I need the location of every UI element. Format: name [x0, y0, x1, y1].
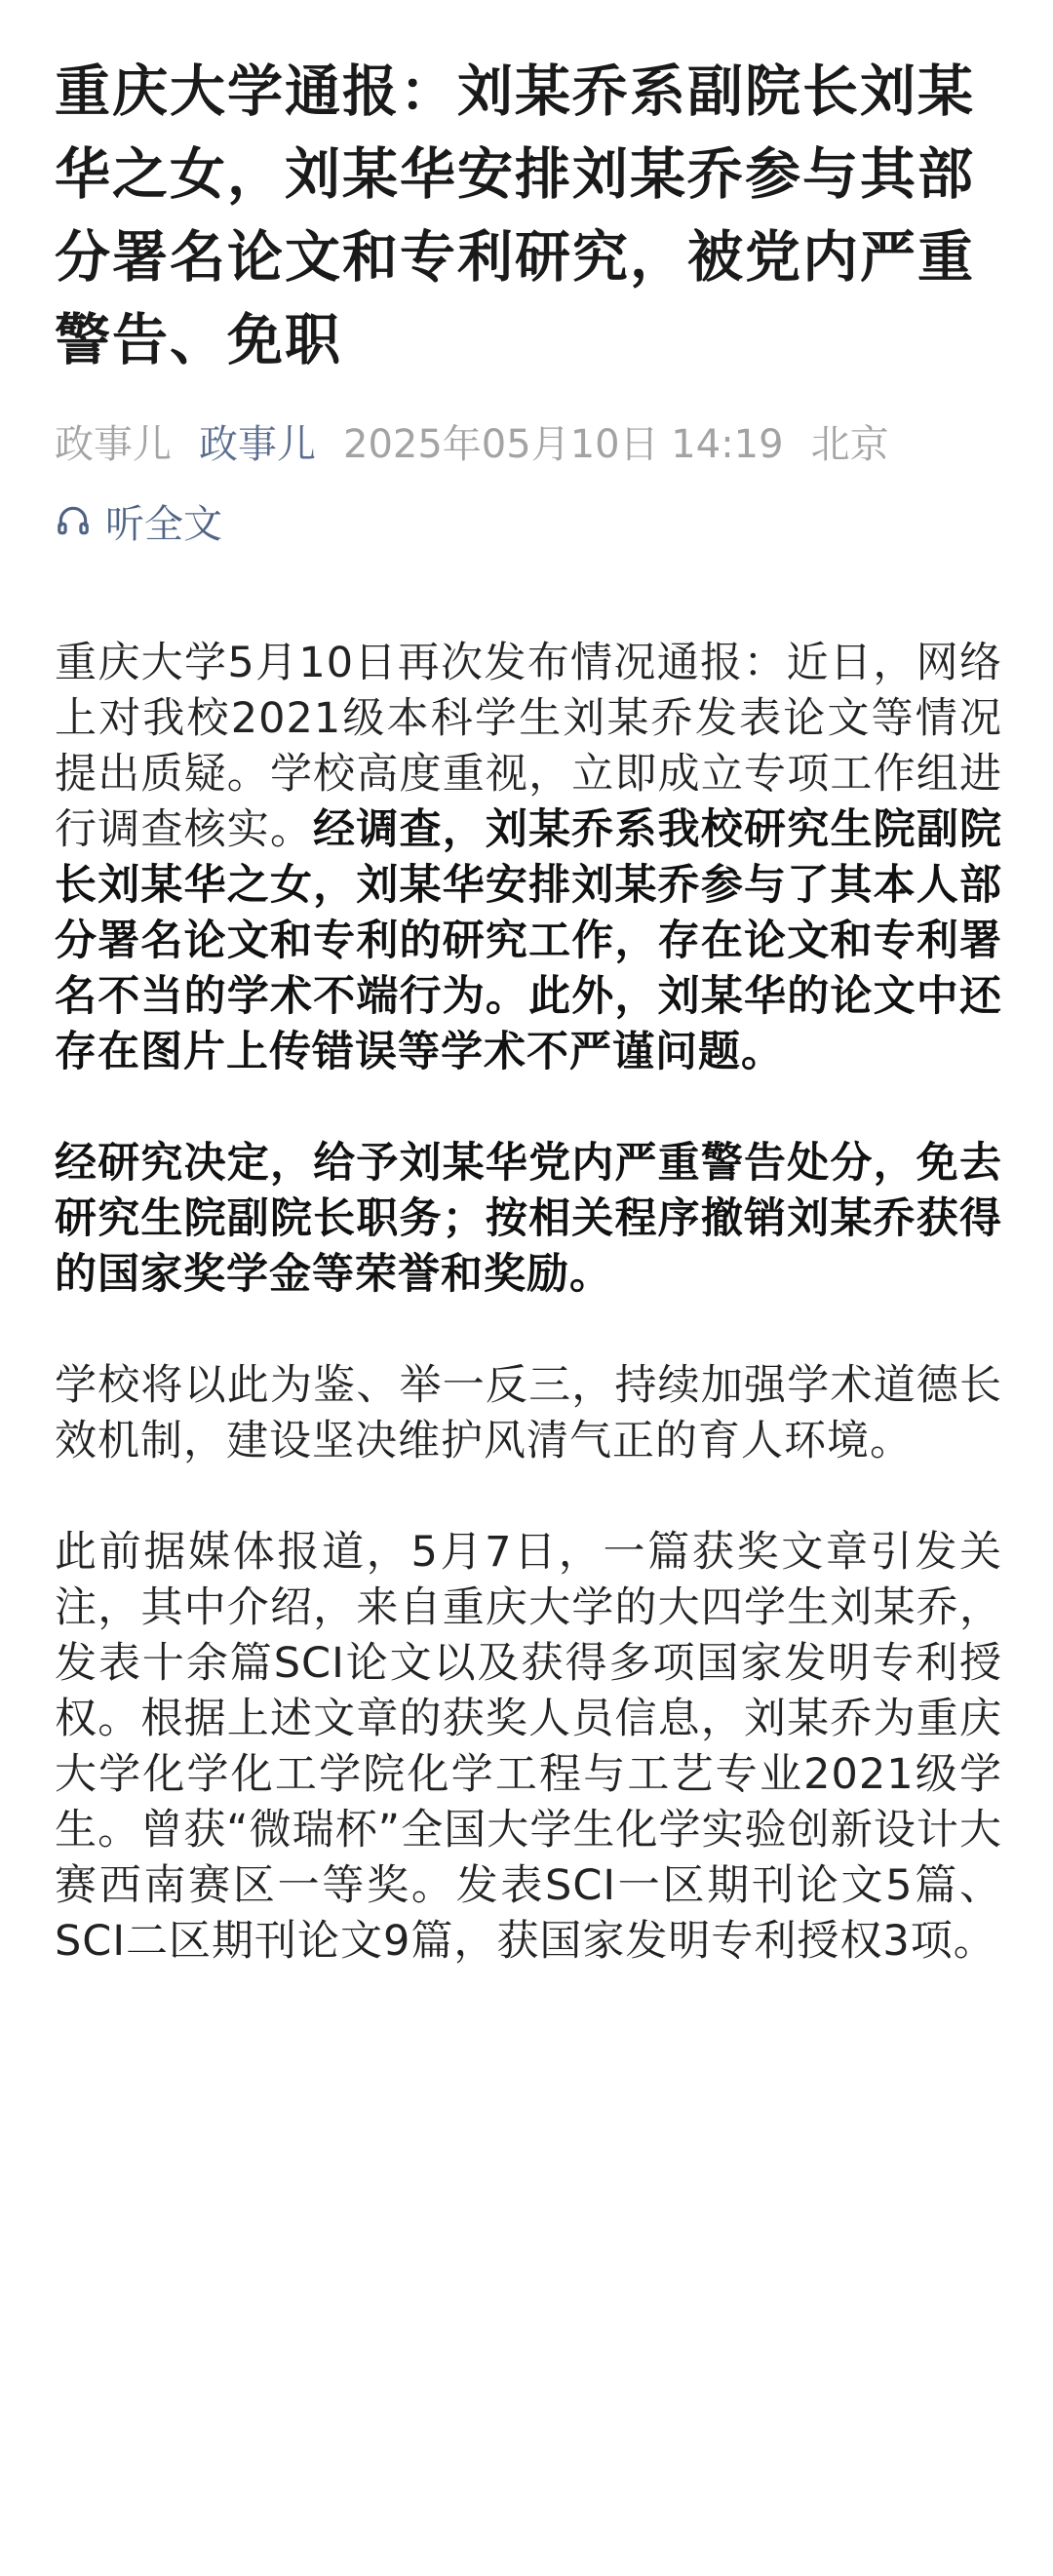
- listen-button[interactable]: [55, 491, 1002, 550]
- paragraph-1: [55, 636, 1002, 1080]
- paragraph-2: [55, 1136, 1002, 1303]
- publish-location: 北京: [810, 421, 889, 467]
- publish-datetime: 2025年05月10日 14:19: [343, 421, 784, 467]
- source-name: 政事儿: [55, 421, 172, 467]
- listen-label: 听全文: [105, 501, 222, 547]
- article-meta: [55, 411, 1002, 470]
- article-title: 重庆大学通报：刘某乔系副院长刘某华之女，刘某华安排刘某乔参与其部分署名论文和专利研究，被党内严重警告、免职: [55, 59, 975, 372]
- paragraph-2-emphasis: 经研究决定，给予刘某华党内严重警告处分，免去研究生院副院长职务；按相关程序撤销刘某乔获得的国家奖学金等荣誉和奖励。: [55, 1139, 1002, 1299]
- paragraph-1-emphasis: 经调查，刘某乔系我校研究生院副院长刘某华之女，刘某华安排刘某乔参与了其本人部分署名论文和专利的研究工作，存在论文和专利署名不当的学术不端行为。此外，刘某华的论文中还存在图片上传错误等学术不严谨问题。: [55, 805, 1003, 1076]
- paragraph-3: 学校将以此为鉴、举一反三，持续加强学术道德长效机制，建设坚决维护风清气正的育人环境。: [55, 1361, 1002, 1465]
- paragraph-1-text: 重庆大学5月10日再次发布情况通报：近日，网络上对我校2021级本科学生刘某乔发表论文等情况提出质疑。学校高度重视，立即成立专项工作组进行调查核实。: [55, 639, 1002, 854]
- article-body: [55, 636, 1002, 1970]
- author-link[interactable]: 政事儿: [199, 421, 316, 467]
- headphones-icon: [55, 502, 92, 539]
- paragraph-4: 此前据媒体报道，5月7日，一篇获奖文章引发关注，其中介绍，来自重庆大学的大四学生刘某乔，发表十余篇SCI论文以及获得多项国家发明专利授权。根据上述文章的获奖人员信息，刘某乔为重庆大学化学化工学院化学工程与工艺专业2021级学生。曾获“微瑞杯”全国大学生化学实验创新设计大赛西南赛区一等奖。发表SCI一区期刊论文5篇、SCI二区期刊论文9篇，获国家发明专利授权3项。: [55, 1528, 1002, 1966]
